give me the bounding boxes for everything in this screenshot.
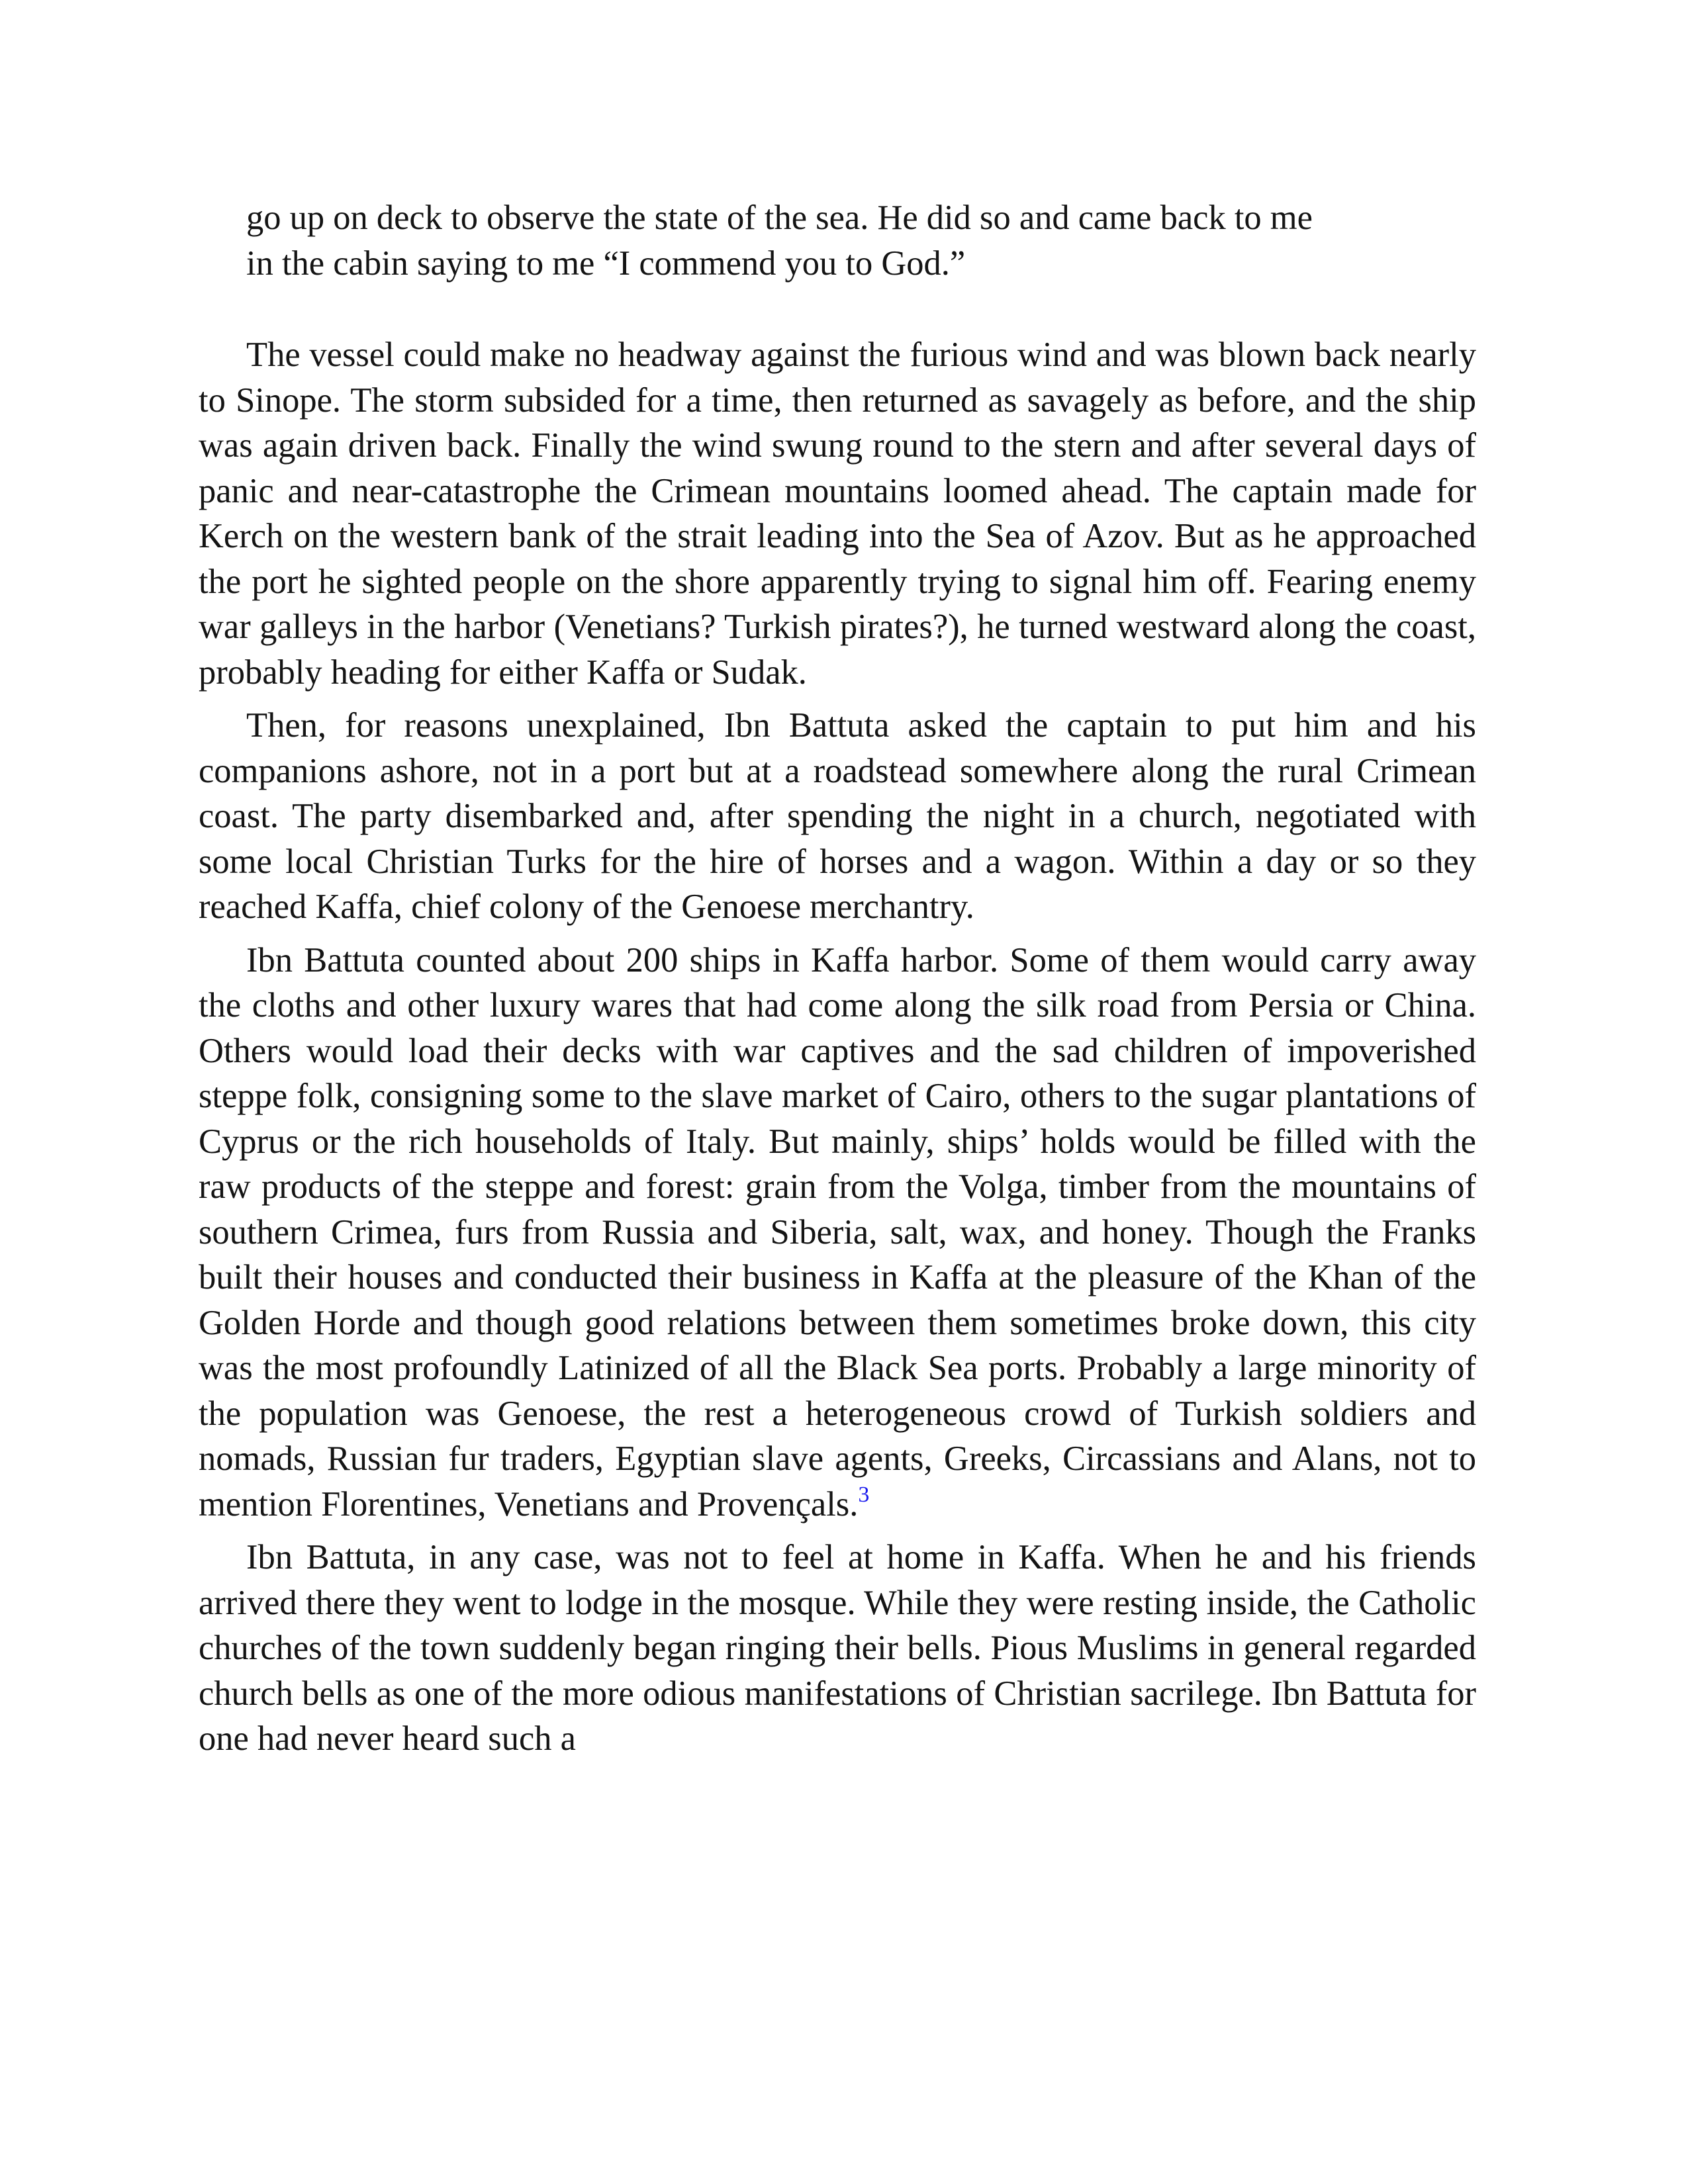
footnote-reference-link[interactable]: 3 [858,1482,870,1507]
paragraph-with-footnote [199,938,1476,1527]
page-body [199,195,1476,1762]
paragraph: Ibn Battuta, in any case, was not to feel at home in Kaffa. When he and his friends arrived there they went to lodge in the mosque. While they were resting inside, the Catholic churches of the town suddenly began ringing their bells. Pious Muslims in general regarded church bells as one of the more odious manifestations of Christian sacrilege. Ibn Battuta for one had never heard such a [199,1538,1476,1758]
quote-line: go up on deck to observe the state of the sea. He did so and came back to me [246,199,1313,237]
quote-line: in the cabin saying to me “I commend you to God.” [246,244,966,283]
paragraph: The vessel could make no headway against the furious wind and was blown back nearly to Sinope. The storm subsided for a time, then returned as savagely as before, and the ship was again driven back. Finally the wind swung round to the stern and after several days of panic and near-catastrophe the Crimean mountains loomed ahead. The captain made for Kerch on the western bank of the strait leading into the Sea of Azov. But as he approached the port he sighted people on the shore apparently trying to signal him off. Fearing enemy war galleys in the harbor (Venetians? Turkish pirates?), he turned westward along the coast, probably heading for either Kaffa or Sudak. [199,336,1476,692]
block-quote [246,195,1476,286]
paragraph-text: Ibn Battuta counted about 200 ships in Kaffa harbor. Some of them would carry away the cloths and other luxury wares that had come along the silk road from Persia or China. Others would load their decks with war captives and the sad children of impoverished steppe folk, consigning some to the slave market of Cairo, others to the sugar plantations of Cyprus or the rich households of Italy. But mainly, ships’ holds would be filled with the raw products of the steppe and forest: grain from the Volga, timber from the mountains of southern Crimea, furs from Russia and Siberia, salt, wax, and honey. Though the Franks built their houses and conducted their business in Kaffa at the pleasure of the Khan of the Golden Horde and though good relations between them sometimes broke down, this city was the most profoundly Latinized of all the Black Sea ports. Probably a large minority of the population was Genoese, the rest a heterogeneous crowd of Turkish soldiers and nomads, Russian fur traders, Egyptian slave agents, Greeks, Circassians and Alans, not to mention Florentines, Venetians and Provençals. [199,940,1476,1524]
paragraph: Then, for reasons unexplained, Ibn Battuta asked the captain to put him and his companions ashore, not in a port but at a roadstead somewhere along the rural Crimean coast. The party disembarked and, after spending the night in a church, negotiated with some local Christian Turks for the hire of horses and a wagon. Within a day or so they reached Kaffa, chief colony of the Genoese merchantry. [199,706,1476,926]
